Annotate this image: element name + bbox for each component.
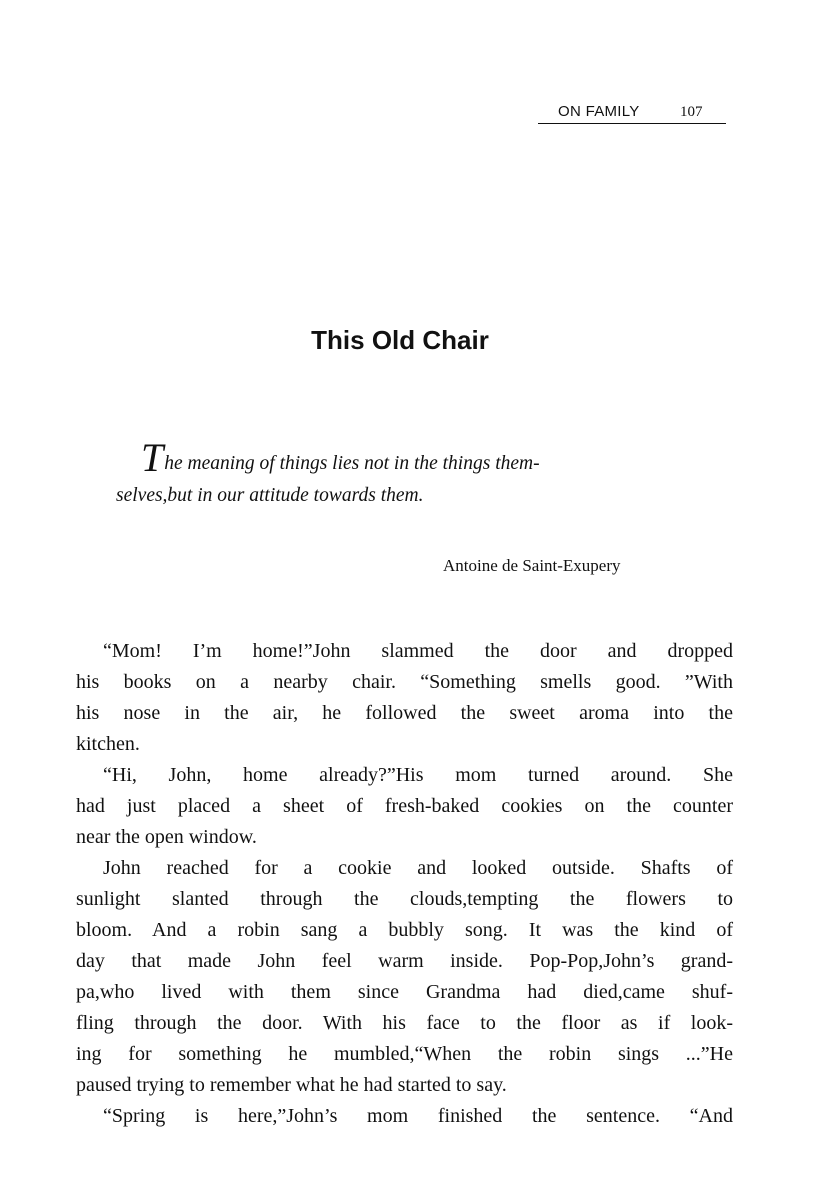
body-line: had just placed a sheet of fresh-baked cookies on the counter <box>76 795 733 817</box>
epigraph-drop-cap: T <box>141 435 164 480</box>
body-line: sunlight slanted through the clouds,tempting the flowers to <box>76 888 733 910</box>
body-line: paused trying to remember what he had started to say. <box>76 1074 507 1096</box>
body-line: “Spring is here,”John’s mom finished the sentence. “And <box>103 1105 733 1127</box>
running-head <box>538 101 726 124</box>
body-line: “Mom! I’m home!”John slammed the door and dropped <box>103 640 733 662</box>
running-head-section: ON FAMILY <box>558 103 640 120</box>
body-line: day that made John feel warm inside. Pop-Pop,John’s grand- <box>76 950 733 972</box>
body-text <box>76 636 733 1132</box>
chapter-title: This Old Chair <box>311 325 489 355</box>
body-line: bloom. And a robin sang a bubbly song. It was the kind of <box>76 919 733 941</box>
epigraph-line-2: selves,but in our attitude towards them. <box>116 485 424 506</box>
body-line: his books on a nearby chair. “Something smells good. ”With <box>76 671 733 693</box>
body-line: near the open window. <box>76 826 257 848</box>
body-line: pa,who lived with them since Grandma had died,came shuf- <box>76 981 733 1003</box>
epigraph-line-1 <box>116 435 696 480</box>
page-number: 107 <box>680 104 703 120</box>
body-line: kitchen. <box>76 733 140 755</box>
body-line: “Hi, John, home already?”His mom turned around. She <box>103 764 733 786</box>
epigraph-line-1-text: he meaning of things lies not in the things them- <box>164 453 540 474</box>
epigraph-attribution: Antoine de Saint-Exupery <box>443 556 621 575</box>
epigraph <box>116 435 696 512</box>
body-line: ing for something he mumbled,“When the robin sings ...”He <box>76 1043 733 1065</box>
body-line: fling through the door. With his face to the floor as if look- <box>76 1012 733 1034</box>
body-line: John reached for a cookie and looked outside. Shafts of <box>103 857 733 879</box>
body-line: his nose in the air, he followed the sweet aroma into the <box>76 702 733 724</box>
